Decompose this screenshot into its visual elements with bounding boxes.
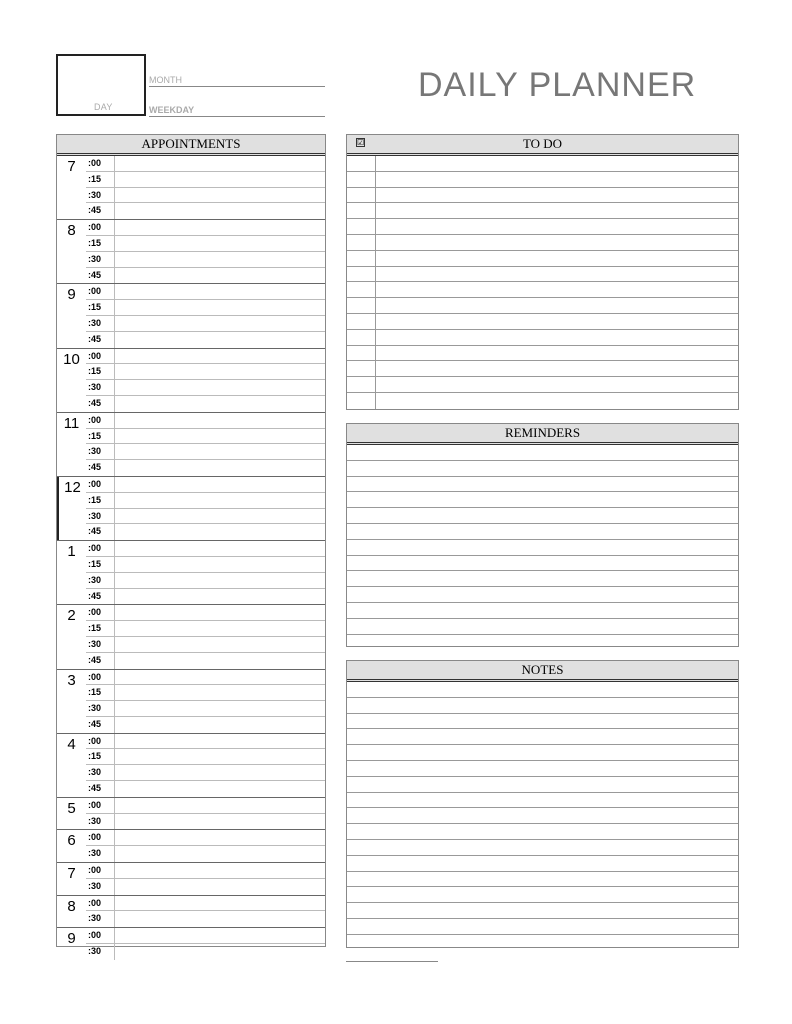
reminder-line[interactable] (347, 571, 738, 587)
appointment-slot (86, 268, 325, 284)
appointment-entry-line[interactable] (115, 863, 325, 878)
appointment-entry-line[interactable] (115, 364, 325, 379)
appointment-slot (86, 896, 325, 912)
hour-label: 10 (63, 350, 80, 368)
todo-row (347, 267, 738, 283)
minute-label: :45 (86, 332, 115, 348)
todo-row (347, 314, 738, 330)
todo-entry-line[interactable] (376, 235, 738, 250)
todo-entry-line[interactable] (376, 219, 738, 234)
appointment-entry-line[interactable] (115, 380, 325, 395)
appointment-entry-line[interactable] (115, 637, 325, 652)
appointment-slot (86, 349, 325, 365)
appointments-heading: APPOINTMENTS (57, 135, 325, 156)
day-label: DAY (94, 102, 113, 112)
appointment-entry-line[interactable] (115, 429, 325, 444)
reminder-line[interactable] (347, 508, 738, 524)
minute-label: :00 (86, 413, 115, 428)
appointment-entry-line[interactable] (115, 349, 325, 364)
note-line[interactable] (347, 698, 738, 714)
todo-checkbox[interactable] (347, 251, 376, 266)
note-line[interactable] (347, 793, 738, 809)
todo-entry-line[interactable] (376, 251, 738, 266)
minute-label: :45 (86, 460, 115, 476)
minute-label: :15 (86, 685, 115, 700)
note-line[interactable] (347, 919, 738, 935)
minute-label: :00 (86, 928, 115, 943)
hour-label: 9 (67, 930, 76, 948)
todo-row (347, 346, 738, 362)
todo-entry-line[interactable] (376, 267, 738, 282)
notes-heading: NOTES (347, 661, 738, 682)
appointment-slot (86, 653, 325, 669)
hour-group (57, 349, 325, 413)
hour-label: 5 (67, 799, 76, 817)
notes-list (347, 682, 738, 951)
reminder-line[interactable] (347, 603, 738, 619)
appointment-slot (86, 380, 325, 396)
appointment-entry-line[interactable] (115, 670, 325, 685)
minute-label: :30 (86, 765, 115, 780)
reminder-line[interactable] (347, 492, 738, 508)
hour-group (57, 413, 325, 477)
notes-panel (346, 660, 739, 948)
hour-group (57, 220, 325, 284)
appointment-slot (86, 830, 325, 846)
hour-group (57, 605, 325, 669)
day-box[interactable] (56, 54, 146, 116)
todo-row (347, 330, 738, 346)
appointment-entry-line[interactable] (115, 509, 325, 524)
appointment-slot (86, 188, 325, 204)
appointment-slot (86, 605, 325, 621)
appointment-entry-line[interactable] (115, 396, 325, 412)
month-label: MONTH (149, 75, 182, 85)
appointment-slot (86, 524, 325, 540)
appointment-slot (86, 911, 325, 927)
reminder-line[interactable] (347, 619, 738, 635)
reminder-line[interactable] (347, 445, 738, 461)
todo-entry-line[interactable] (376, 172, 738, 187)
note-line[interactable] (347, 745, 738, 761)
reminder-line[interactable] (347, 635, 738, 651)
minute-label: :00 (86, 156, 115, 171)
minute-label: :15 (86, 749, 115, 764)
appointment-slot (86, 765, 325, 781)
note-line[interactable] (347, 714, 738, 730)
month-field[interactable] (149, 72, 325, 87)
todo-checkbox[interactable] (347, 298, 376, 313)
reminder-line[interactable] (347, 540, 738, 556)
minute-label: :15 (86, 557, 115, 572)
appointment-entry-line[interactable] (115, 846, 325, 862)
appointments-list (57, 156, 325, 960)
hour-label: 8 (67, 897, 76, 915)
appointment-entry-line[interactable] (115, 798, 325, 813)
appointment-slot (86, 670, 325, 686)
appointment-entry-line[interactable] (115, 236, 325, 251)
minute-label: :45 (86, 781, 115, 797)
todo-checkbox[interactable] (347, 346, 376, 361)
appointment-slot (86, 781, 325, 797)
reminder-line[interactable] (347, 587, 738, 603)
hour-label: 6 (67, 832, 76, 850)
todo-row (347, 298, 738, 314)
minute-label: :45 (86, 396, 115, 412)
reminder-line[interactable] (347, 556, 738, 572)
hour-label: 3 (67, 671, 76, 689)
minute-label: :30 (86, 316, 115, 331)
appointment-slot (86, 460, 325, 476)
minute-label: :00 (86, 284, 115, 299)
appointment-entry-line[interactable] (115, 316, 325, 331)
appointment-slot (86, 749, 325, 765)
minute-label: :30 (86, 944, 115, 960)
appointment-entry-line[interactable] (115, 203, 325, 219)
minute-label: :30 (86, 637, 115, 652)
appointment-slot (86, 701, 325, 717)
minute-label: :00 (86, 734, 115, 749)
reminder-line[interactable] (347, 461, 738, 477)
appointment-entry-line[interactable] (115, 765, 325, 780)
appointment-slot (86, 364, 325, 380)
appointment-slot (86, 252, 325, 268)
todo-row (347, 156, 738, 172)
note-line[interactable] (347, 887, 738, 903)
minute-label: :15 (86, 364, 115, 379)
todo-entry-line[interactable] (376, 298, 738, 313)
appointment-slot (86, 944, 325, 960)
minute-label: :00 (86, 605, 115, 620)
appointment-slot (86, 316, 325, 332)
minute-label: :15 (86, 236, 115, 251)
todo-entry-line[interactable] (376, 361, 738, 376)
appointment-entry-line[interactable] (115, 928, 325, 943)
appointment-entry-line[interactable] (115, 541, 325, 556)
appointment-slot (86, 621, 325, 637)
hour-label: 7 (67, 865, 76, 883)
hour-group (57, 863, 325, 896)
minute-label: :30 (86, 701, 115, 716)
hour-group (57, 284, 325, 348)
appointment-slot (86, 444, 325, 460)
appointment-entry-line[interactable] (115, 814, 325, 830)
todo-checkbox[interactable] (347, 330, 376, 345)
appointment-slot (86, 557, 325, 573)
minute-label: :45 (86, 589, 115, 605)
appointment-entry-line[interactable] (115, 460, 325, 476)
minute-label: :30 (86, 911, 115, 927)
todo-checkbox[interactable] (347, 172, 376, 187)
hour-label: 2 (67, 607, 76, 625)
reminder-line[interactable] (347, 477, 738, 493)
minute-label: :15 (86, 300, 115, 315)
hour-label: 12 (57, 477, 86, 540)
todo-checkbox[interactable] (347, 203, 376, 218)
footer-rule (346, 961, 438, 962)
appointment-entry-line[interactable] (115, 477, 325, 492)
hour-group (57, 734, 325, 798)
appointment-slot (86, 156, 325, 172)
hour-group (57, 541, 325, 605)
appointment-entry-line[interactable] (115, 300, 325, 315)
todo-entry-line[interactable] (376, 282, 738, 297)
todo-checkbox[interactable] (347, 188, 376, 203)
note-line[interactable] (347, 856, 738, 872)
note-line[interactable] (347, 840, 738, 856)
note-line[interactable] (347, 729, 738, 745)
appointment-slot (86, 203, 325, 219)
note-line[interactable] (347, 777, 738, 793)
appointment-slot (86, 814, 325, 830)
todo-entry-line[interactable] (376, 346, 738, 361)
hour-group (57, 798, 325, 831)
reminders-heading: REMINDERS (347, 424, 738, 445)
hour-group (57, 670, 325, 734)
appointment-entry-line[interactable] (115, 944, 325, 960)
appointment-entry-line[interactable] (115, 896, 325, 911)
todo-header (347, 135, 738, 156)
todo-row (347, 172, 738, 188)
appointment-entry-line[interactable] (115, 156, 325, 171)
appointment-slot (86, 477, 325, 493)
minute-label: :00 (86, 798, 115, 813)
note-line[interactable] (347, 808, 738, 824)
appointment-slot (86, 396, 325, 412)
hour-label: 4 (67, 735, 76, 753)
appointment-slot (86, 573, 325, 589)
appointment-slot (86, 734, 325, 750)
todo-checkbox[interactable] (347, 393, 376, 409)
minute-label: :30 (86, 509, 115, 524)
appointment-slot (86, 509, 325, 525)
minute-label: :15 (86, 429, 115, 444)
minute-label: :30 (86, 573, 115, 588)
minute-label: :45 (86, 717, 115, 733)
appointment-entry-line[interactable] (115, 220, 325, 235)
appointment-slot (86, 717, 325, 733)
appointment-entry-line[interactable] (115, 573, 325, 588)
appointment-entry-line[interactable] (115, 172, 325, 187)
appointment-entry-line[interactable] (115, 717, 325, 733)
todo-row (347, 251, 738, 267)
appointment-slot (86, 589, 325, 605)
todo-row (347, 282, 738, 298)
todo-row (347, 188, 738, 204)
appointment-entry-line[interactable] (115, 734, 325, 749)
minute-label: :45 (86, 203, 115, 219)
minute-label: :45 (86, 653, 115, 669)
hour-group (57, 896, 325, 929)
appointment-entry-line[interactable] (115, 524, 325, 540)
appointment-entry-line[interactable] (115, 188, 325, 203)
note-line[interactable] (347, 935, 738, 951)
todo-checkbox[interactable] (347, 219, 376, 234)
checkbox-icon: ☑ (357, 138, 365, 147)
appointments-panel (56, 134, 326, 957)
todo-list (347, 156, 738, 409)
appointment-entry-line[interactable] (115, 701, 325, 716)
hour-label: 11 (63, 414, 80, 432)
hour-group (57, 928, 325, 960)
appointment-slot (86, 220, 325, 236)
minute-label: :45 (86, 524, 115, 540)
todo-heading: TO DO (522, 136, 563, 151)
todo-checkbox[interactable] (347, 235, 376, 250)
appointment-slot (86, 685, 325, 701)
todo-entry-line[interactable] (376, 377, 738, 392)
minute-label: :45 (86, 268, 115, 284)
appointment-entry-line[interactable] (115, 911, 325, 927)
hour-group (57, 477, 325, 541)
minute-label: :00 (86, 670, 115, 685)
minute-label: :30 (86, 814, 115, 830)
appointment-slot (86, 300, 325, 316)
todo-row (347, 203, 738, 219)
weekday-label: WEEKDAY (149, 105, 195, 115)
todo-row (347, 377, 738, 393)
weekday-field[interactable] (149, 102, 325, 117)
hour-label: 1 (67, 543, 76, 561)
appointment-entry-line[interactable] (115, 268, 325, 284)
appointment-entry-line[interactable] (115, 781, 325, 797)
appointment-slot (86, 493, 325, 509)
todo-checkbox[interactable] (347, 314, 376, 329)
appointment-slot (86, 637, 325, 653)
todo-checkbox[interactable] (347, 361, 376, 376)
minute-label: :30 (86, 252, 115, 267)
appointment-entry-line[interactable] (115, 685, 325, 700)
appointment-entry-line[interactable] (115, 332, 325, 348)
appointment-slot (86, 172, 325, 188)
minute-label: :00 (86, 830, 115, 845)
todo-checkbox[interactable] (347, 156, 376, 171)
minute-label: :15 (86, 621, 115, 636)
appointment-entry-line[interactable] (115, 413, 325, 428)
appointment-slot (86, 236, 325, 252)
todo-panel (346, 134, 739, 410)
minute-label: :30 (86, 380, 115, 395)
todo-row (347, 235, 738, 251)
todo-row (347, 361, 738, 377)
appointment-entry-line[interactable] (115, 493, 325, 508)
minute-label: :00 (86, 541, 115, 556)
appointment-entry-line[interactable] (115, 653, 325, 669)
minute-label: :30 (86, 846, 115, 862)
todo-checkbox[interactable] (347, 377, 376, 392)
appointment-slot (86, 879, 325, 895)
page-title: DAILY PLANNER (418, 66, 697, 104)
appointment-slot (86, 798, 325, 814)
todo-row (347, 393, 738, 409)
todo-checkbox[interactable] (347, 282, 376, 297)
hour-group (57, 830, 325, 863)
todo-row (347, 219, 738, 235)
appointment-entry-line[interactable] (115, 557, 325, 572)
hour-group (57, 156, 325, 220)
appointment-entry-line[interactable] (115, 605, 325, 620)
appointment-slot (86, 541, 325, 557)
note-line[interactable] (347, 903, 738, 919)
todo-entry-line[interactable] (376, 330, 738, 345)
reminder-line[interactable] (347, 524, 738, 540)
appointment-entry-line[interactable] (115, 879, 325, 895)
minute-label: :00 (86, 220, 115, 235)
appointment-entry-line[interactable] (115, 284, 325, 299)
appointment-slot (86, 284, 325, 300)
minute-label: :30 (86, 444, 115, 459)
appointment-slot (86, 332, 325, 348)
todo-checkbox[interactable] (347, 267, 376, 282)
minute-label: :15 (86, 172, 115, 187)
todo-entry-line[interactable] (376, 156, 738, 171)
minute-label: :30 (86, 188, 115, 203)
appointment-slot (86, 846, 325, 862)
hour-label: 9 (67, 286, 76, 304)
minute-label: :15 (86, 493, 115, 508)
hour-label: 8 (67, 222, 76, 240)
reminders-list (347, 445, 738, 650)
appointment-entry-line[interactable] (115, 444, 325, 459)
todo-entry-line[interactable] (376, 314, 738, 329)
appointment-slot (86, 928, 325, 944)
minute-label: :30 (86, 879, 115, 895)
appointment-slot (86, 429, 325, 445)
appointment-entry-line[interactable] (115, 589, 325, 605)
note-line[interactable] (347, 761, 738, 777)
appointment-entry-line[interactable] (115, 830, 325, 845)
appointment-slot (86, 863, 325, 879)
minute-label: :00 (86, 477, 115, 492)
todo-entry-line[interactable] (376, 203, 738, 218)
reminders-panel (346, 423, 739, 647)
appointment-slot (86, 413, 325, 429)
hour-label: 7 (67, 158, 76, 175)
note-line[interactable] (347, 824, 738, 840)
appointment-entry-line[interactable] (115, 749, 325, 764)
minute-label: :00 (86, 349, 115, 364)
minute-label: :00 (86, 863, 115, 878)
note-line[interactable] (347, 682, 738, 698)
appointment-entry-line[interactable] (115, 252, 325, 267)
appointment-entry-line[interactable] (115, 621, 325, 636)
todo-entry-line[interactable] (376, 393, 738, 409)
todo-entry-line[interactable] (376, 188, 738, 203)
note-line[interactable] (347, 872, 738, 888)
minute-label: :00 (86, 896, 115, 911)
